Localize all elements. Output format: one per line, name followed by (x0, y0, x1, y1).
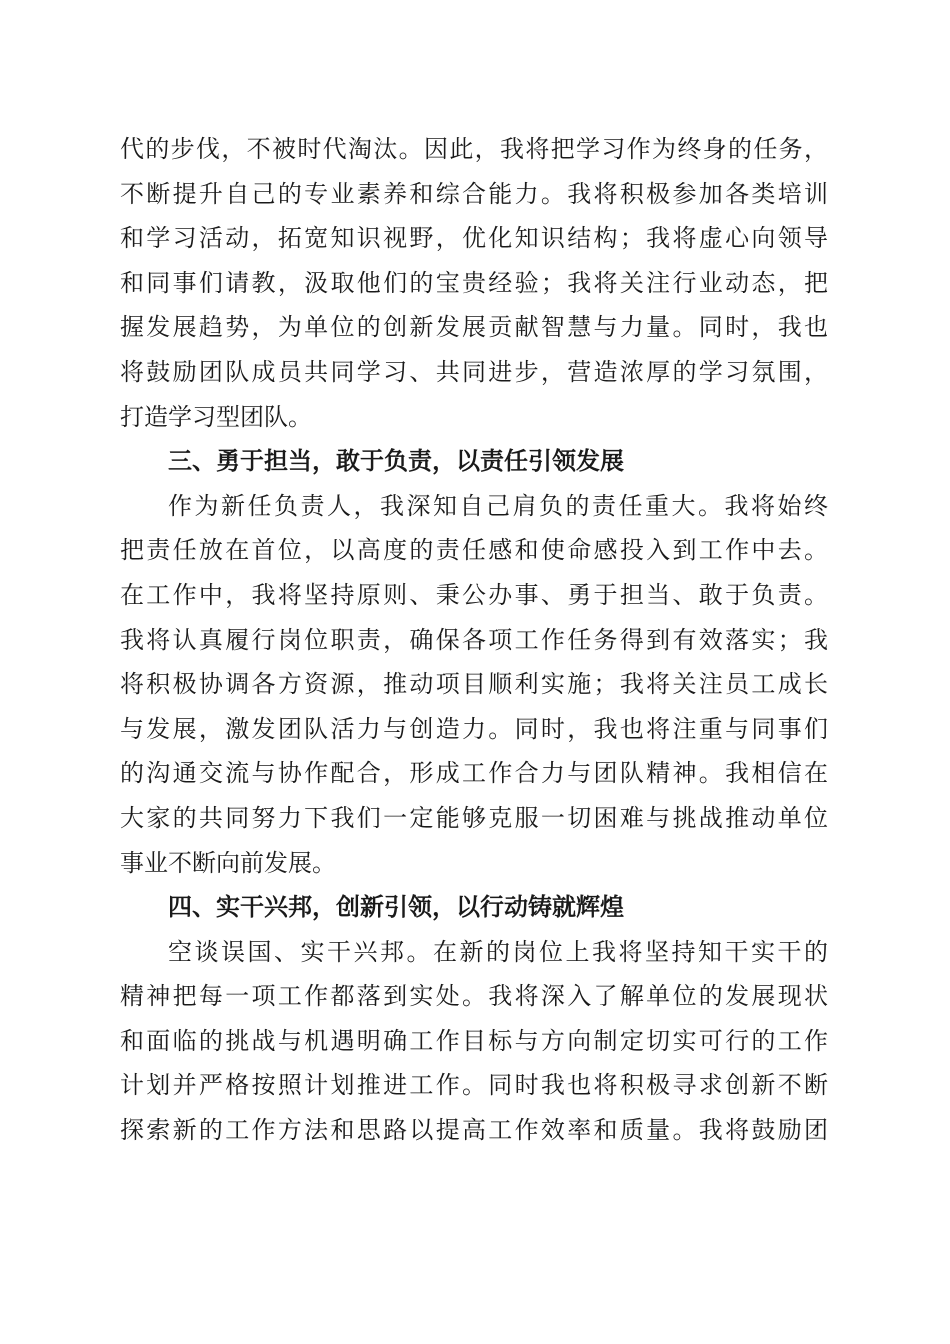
text-line: 大家的共同努力下我们一定能够克服一切困难与挑战推动单位 (120, 803, 828, 832)
text-line: 探索新的工作方法和思路以提高工作效率和质量。我将鼓励团 (120, 1116, 828, 1145)
text-line: 和面临的挑战与机遇明确工作目标与方向制定切实可行的工作 (120, 1026, 828, 1055)
text-line: 作为新任负责人，我深知自己肩负的责任重大。我将始终 (168, 491, 828, 520)
text-line: 把责任放在首位，以高度的责任感和使命感投入到工作中去。 (120, 536, 828, 565)
text-line: 空谈误国、实干兴邦。在新的岗位上我将坚持知干实干的 (168, 937, 828, 966)
paragraph-learning (120, 127, 828, 439)
text-line: 事业不断向前发展。 (120, 848, 336, 877)
text-line: 在工作中，我将坚持原则、秉公办事、勇于担当、敢于负责。 (120, 580, 828, 609)
text-line: 计划并严格按照计划推进工作。同时我也将积极寻求创新不断 (120, 1071, 828, 1100)
text-line: 我将认真履行岗位职责，确保各项工作任务得到有效落实；我 (120, 625, 828, 654)
text-line: 与发展，激发团队活力与创造力。同时，我也将注重与同事们 (120, 714, 828, 743)
text-line: 将鼓励团队成员共同学习、共同进步，营造浓厚的学习氛围， (120, 357, 828, 386)
text-line: 的沟通交流与协作配合，形成工作合力与团队精神。我相信在 (120, 759, 828, 788)
text-line: 精神把每一项工作都落到实处。我将深入了解单位的发展现状 (120, 982, 828, 1011)
section-heading-3: 三、勇于担当，敢于负责，以责任引领发展 (168, 447, 624, 476)
text-line: 不断提升自己的专业素养和综合能力。我将积极参加各类培训 (120, 179, 828, 208)
text-line: 握发展趋势，为单位的创新发展贡献智慧与力量。同时，我也 (120, 313, 828, 342)
text-line: 代的步伐，不被时代淘汰。因此，我将把学习作为终身的任务， (120, 135, 828, 163)
text-line: 和学习活动，拓宽知识视野，优化知识结构；我将虚心向领导 (120, 224, 828, 253)
text-line: 将积极协调各方资源，推动项目顺利实施；我将关注员工成长 (120, 670, 828, 699)
section-heading-4: 四、实干兴邦，创新引领，以行动铸就辉煌 (168, 893, 624, 922)
paragraph-action (120, 930, 828, 1153)
text-line: 打造学习型团队。 (120, 402, 312, 431)
paragraph-responsibility (120, 484, 828, 885)
document-page (120, 127, 828, 1153)
text-line: 和同事们请教，汲取他们的宝贵经验；我将关注行业动态，把 (120, 268, 828, 297)
